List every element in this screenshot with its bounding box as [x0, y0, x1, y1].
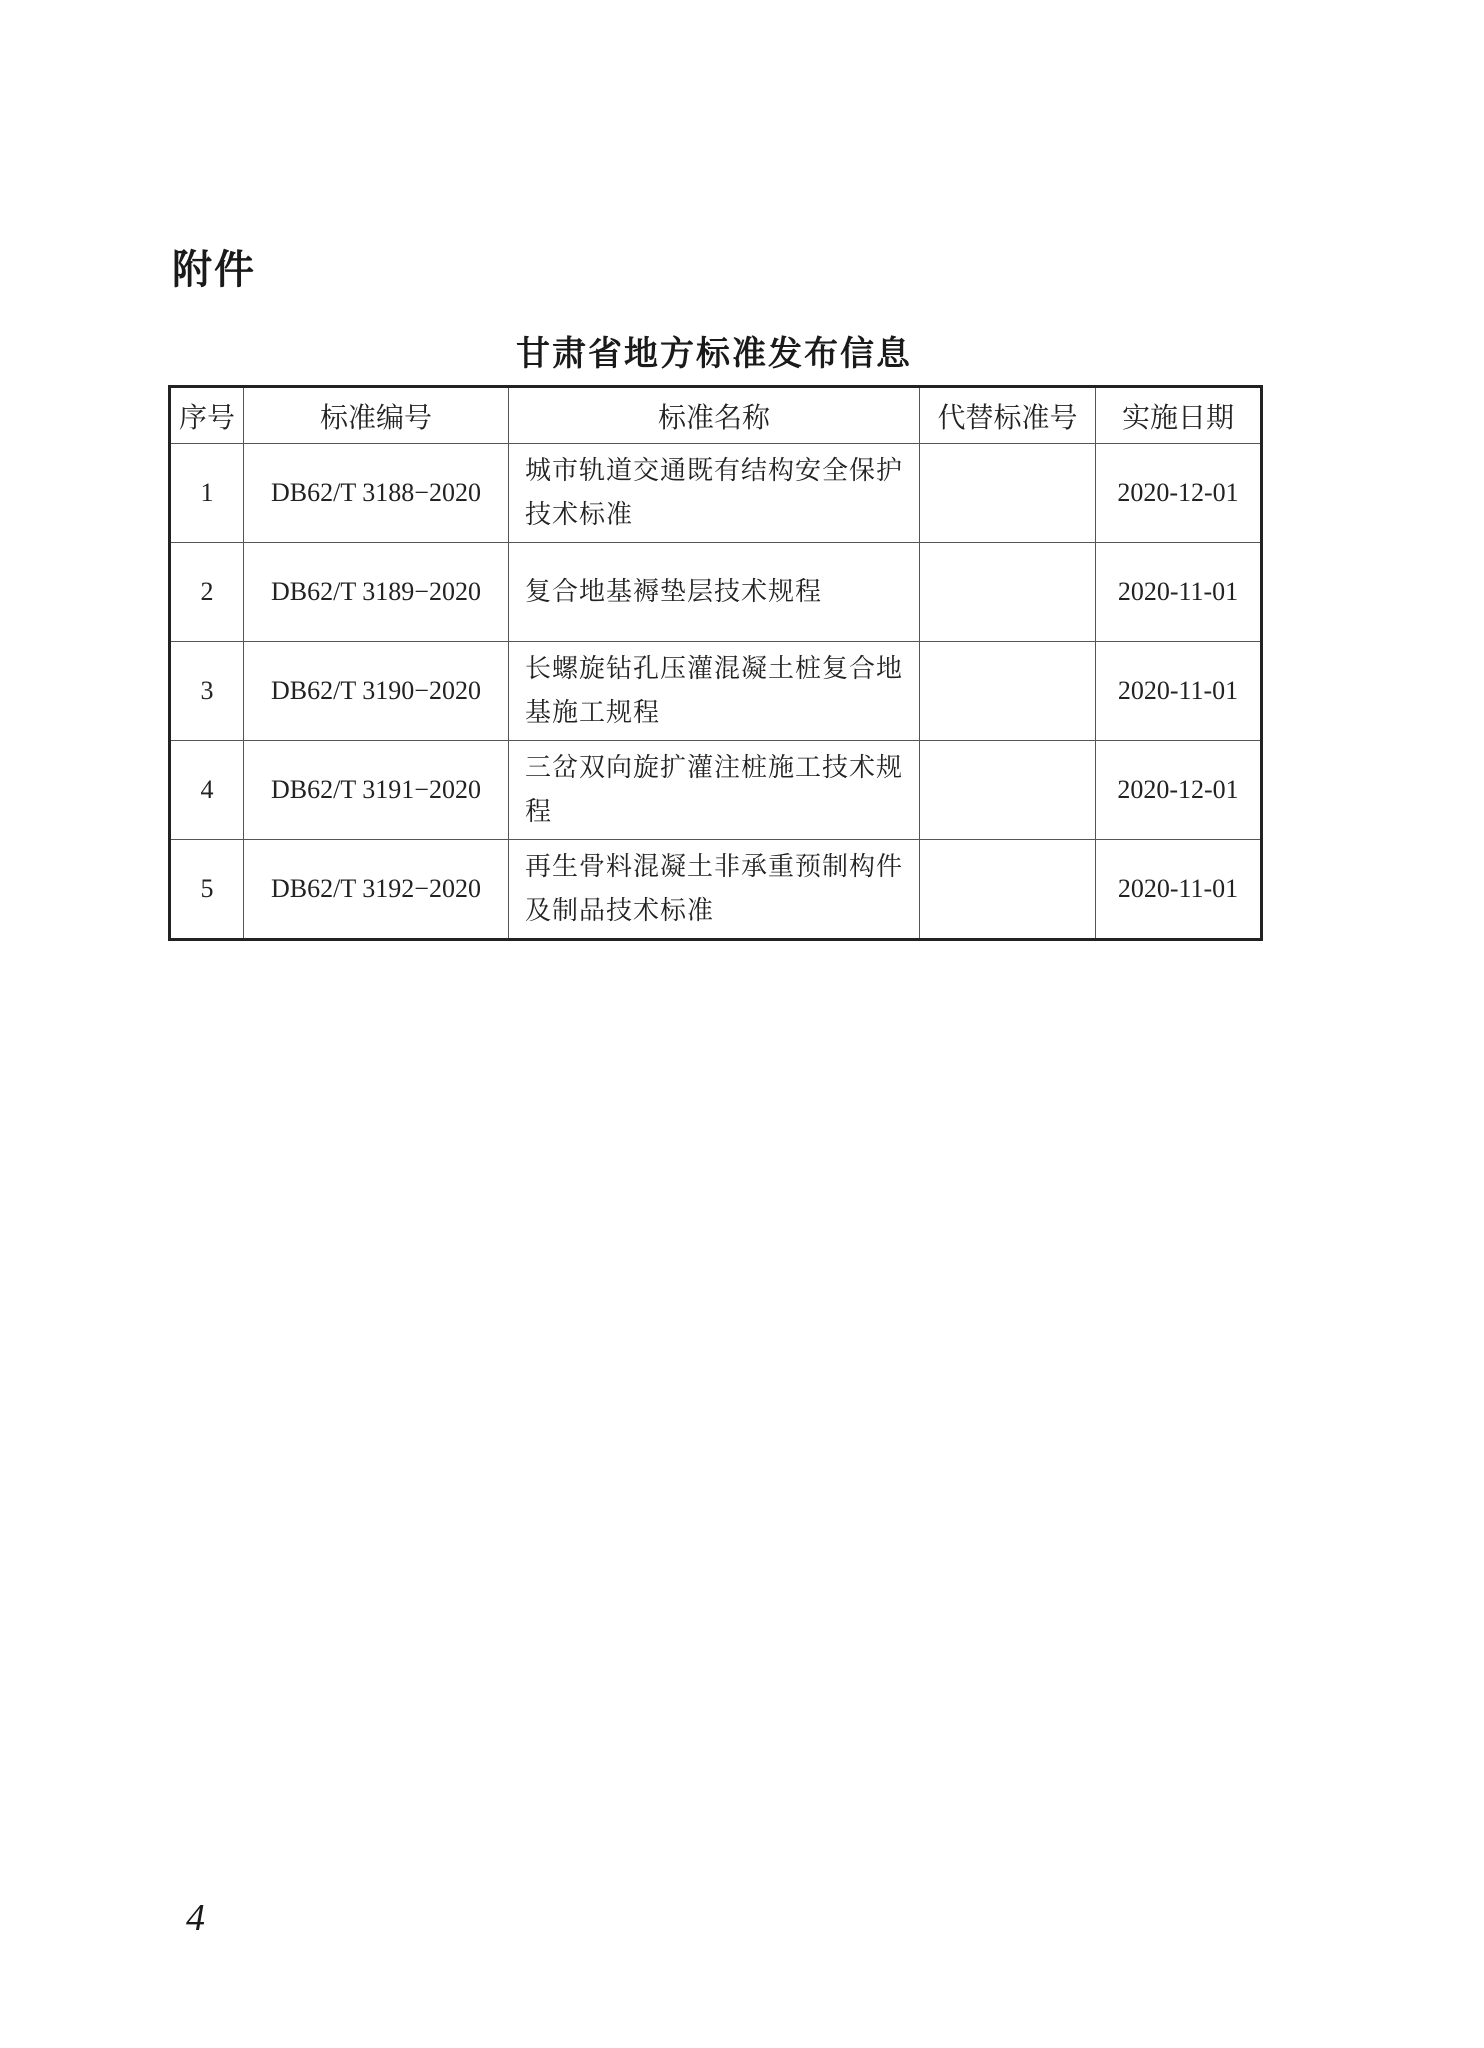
row-code: DB62/T 3191−2020: [244, 741, 509, 840]
table-row: [170, 741, 1262, 840]
header-seq: 序号: [170, 387, 244, 444]
row-name: 三岔双向旋扩灌注桩施工技术规程: [509, 741, 920, 840]
row-replaces: [920, 840, 1096, 940]
row-replaces: [920, 444, 1096, 543]
row-name: 城市轨道交通既有结构安全保护技术标准: [509, 444, 920, 543]
table-row: [170, 840, 1262, 940]
row-replaces: [920, 642, 1096, 741]
row-name: 复合地基褥垫层技术规程: [509, 543, 920, 642]
table-row: [170, 642, 1262, 741]
row-replaces: [920, 543, 1096, 642]
row-date: 2020-12-01: [1096, 741, 1262, 840]
header-date: 实施日期: [1096, 387, 1262, 444]
row-code: DB62/T 3190−2020: [244, 642, 509, 741]
row-code: DB62/T 3189−2020: [244, 543, 509, 642]
row-seq: 5: [170, 840, 244, 940]
table-header-row: [170, 387, 1262, 444]
row-date: 2020-11-01: [1096, 543, 1262, 642]
row-date: 2020-11-01: [1096, 840, 1262, 940]
table-row: [170, 444, 1262, 543]
row-seq: 2: [170, 543, 244, 642]
header-replaces: 代替标准号: [920, 387, 1096, 444]
row-date: 2020-11-01: [1096, 642, 1262, 741]
standards-table: [168, 385, 1263, 941]
row-replaces: [920, 741, 1096, 840]
row-seq: 1: [170, 444, 244, 543]
row-name: 再生骨料混凝土非承重预制构件及制品技术标准: [509, 840, 920, 940]
table-row: [170, 543, 1262, 642]
header-code: 标准编号: [244, 387, 509, 444]
row-seq: 3: [170, 642, 244, 741]
header-name: 标准名称: [509, 387, 920, 444]
attachment-label: 附件: [172, 247, 256, 293]
row-code: DB62/T 3188−2020: [244, 444, 509, 543]
page-number: 4: [186, 1897, 205, 1939]
row-seq: 4: [170, 741, 244, 840]
document-title: 甘肃省地方标准发布信息: [516, 334, 912, 374]
row-name: 长螺旋钻孔压灌混凝土桩复合地基施工规程: [509, 642, 920, 741]
row-date: 2020-12-01: [1096, 444, 1262, 543]
row-code: DB62/T 3192−2020: [244, 840, 509, 940]
